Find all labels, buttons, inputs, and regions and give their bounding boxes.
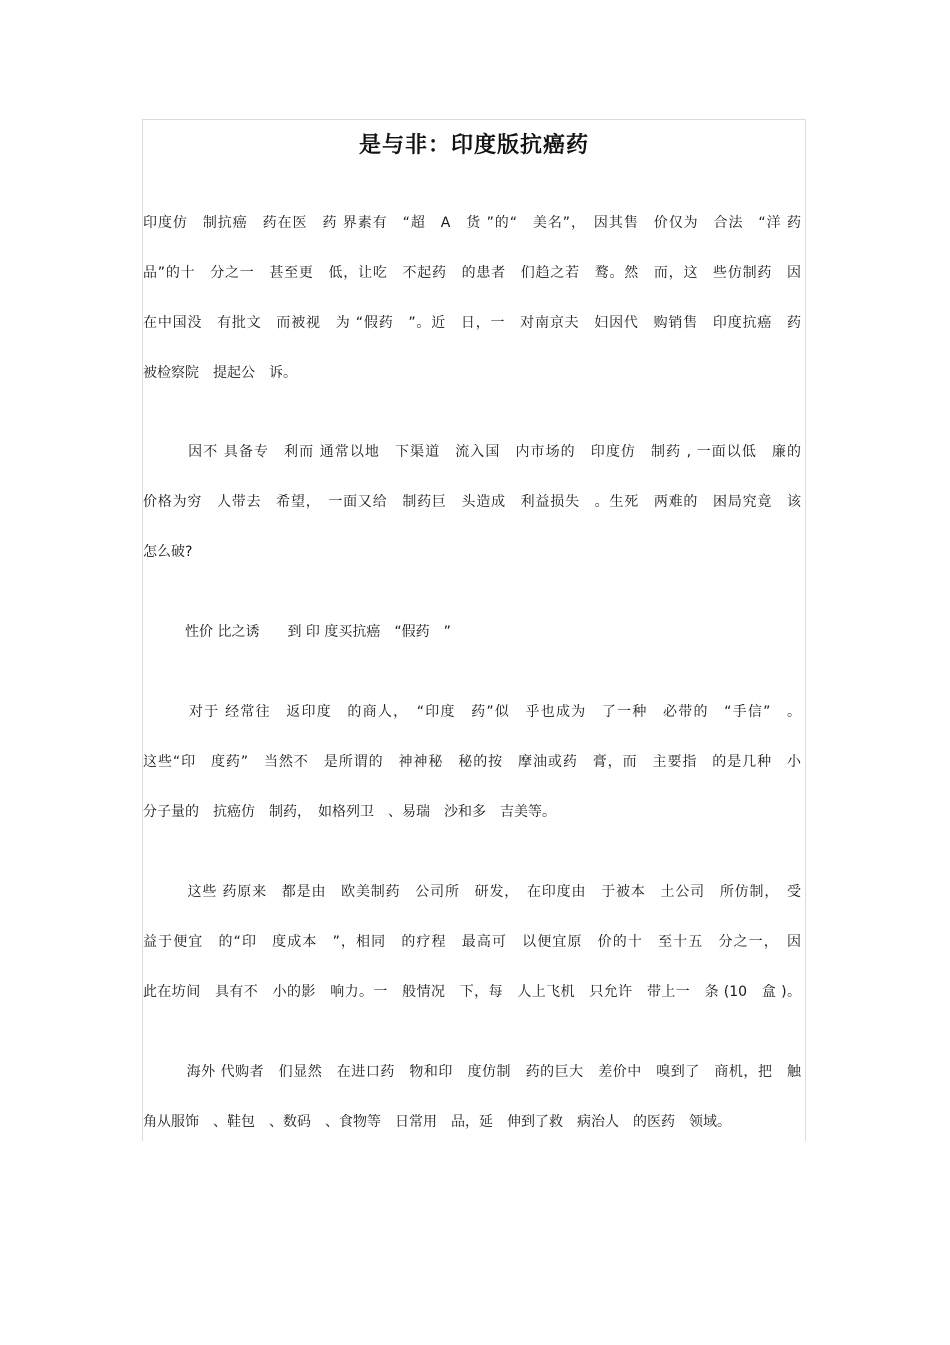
paragraph-3-line-3: 分子量的 抗癌仿 制药， 如格列卫 、易瑞 沙和多 吉美等。 <box>143 804 556 820</box>
document-title: 是与非：印度版抗癌药 <box>358 133 589 158</box>
paragraph-1-line-2: 品”的十 分之一 甚至更 低，让吃 不起药 的患者 们趋之若 鹜。然 而，这 些仿制药 因 <box>143 265 801 281</box>
paragraph-5-line-1: 海外 代购者 们显然 在进口药 物和印 度仿制 药的巨大 差价中 嗅到了 商机，把 触 <box>143 1064 801 1080</box>
paragraph-2-line-3: 怎么破? <box>143 544 193 560</box>
paragraph-4-line-3: 此在坊间 具有不 小的影 响力。一 般情况 下，每 人上飞机 只允许 带上一 条 (10 盒 )。 <box>143 984 801 1000</box>
paragraph-5-line-2: 角从服饰 、鞋包 、数码 、食物等 日常用 品，延 伸到了救 病治人 的医药 领域。 <box>143 1114 731 1130</box>
paragraph-1-line-4: 被检察院 提起公 诉。 <box>143 365 297 381</box>
paragraph-1-line-1: 印度仿 制抗癌 药在医 药 界素有 “超 A 货 ”的“ 美名”， 因其售 价仅为 合法 “洋 药 <box>143 215 801 231</box>
paragraph-3-line-2: 这些“印 度药” 当然不 是所谓的 神神秘 秘的按 摩油或药 膏，而 主要指 的是几种 小 <box>143 754 801 770</box>
paragraph-4-line-1: 这些 药原来 都是由 欧美制药 公司所 研发， 在印度由 于被本 土公司 所仿制， 受 <box>143 884 801 900</box>
section-subheading: 性价 比之诱 到 印 度买抗癌 “假药 ” <box>143 624 451 640</box>
paragraph-2-line-1: 因不 具备专 利而 通常以地 下渠道 流入国 内市场的 印度仿 制药 , 一面以低 廉的 <box>143 444 801 460</box>
paragraph-4-line-2: 益于便宜 的“印 度成本 ”，相同 的疗程 最高可 以便宜原 价的十 至十五 分之一， 因 <box>143 934 801 950</box>
paragraph-1-line-3: 在中国没 有批文 而被视 为 “假药 ”。近 日，一 对南京夫 妇因代 购销售 印度抗癌 药 <box>143 315 801 331</box>
paragraph-3-line-1: 对于 经常往 返印度 的商人， “印度 药”似 乎也成为 了一种 必带的 “手信” 。 <box>143 704 801 720</box>
paragraph-2-line-2: 价格为穷 人带去 希望， 一面又给 制药巨 头造成 利益损失 。生死 两难的 困局究竟 该 <box>143 494 801 510</box>
